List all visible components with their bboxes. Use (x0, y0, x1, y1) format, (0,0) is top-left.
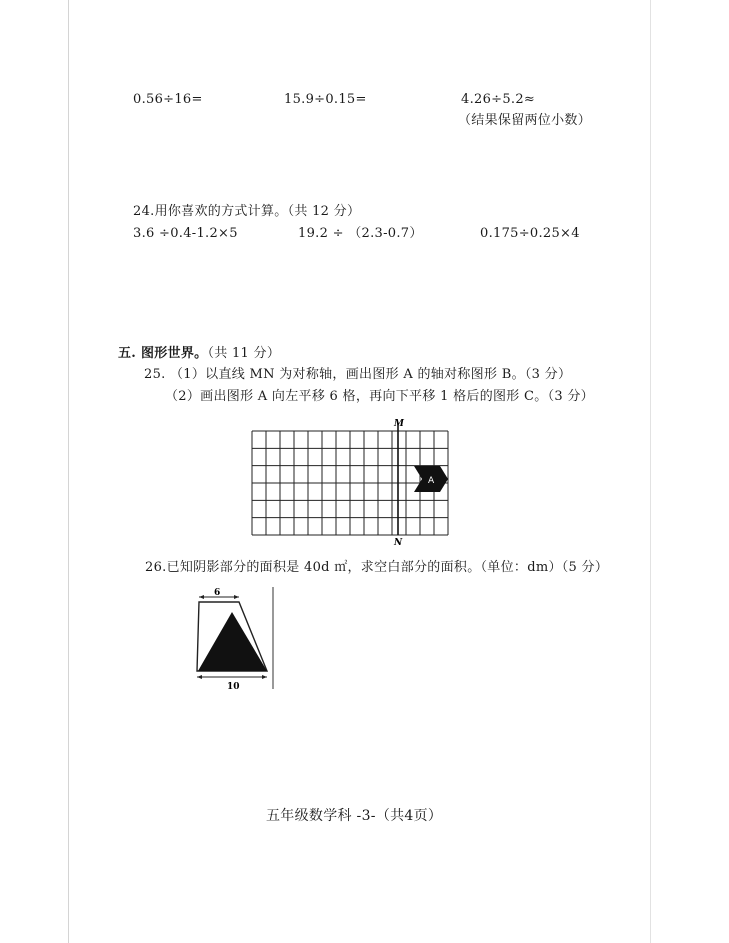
grid-svg (248, 415, 458, 550)
label-n: N (394, 538, 403, 548)
q25-part-2: （2）画出图形 A 向左平移 6 格，再向下平移 1 格后的图形 C。（3 分） (165, 389, 594, 404)
trapezoid-svg (192, 587, 282, 692)
shape-a-label: A (428, 476, 435, 486)
q24-expression-1: 3.6 ÷0.4-1.2×5 (133, 226, 238, 241)
symmetry-grid-figure (248, 415, 458, 550)
section-5-title: 五. 图形世界。 (118, 346, 208, 361)
q24-expression-2: 19.2 ÷ （2.3-0.7） (298, 226, 423, 241)
q26-question: 26.已知阴影部分的面积是 40d ㎡，求空白部分的面积。（单位：dm）（5 分） (145, 560, 609, 575)
shaded-triangle (198, 612, 267, 671)
trapezoid-figure (192, 587, 282, 692)
top-base-label: 6 (214, 588, 221, 598)
q23-expression-2: 15.9÷0.15= (284, 92, 367, 107)
label-m: M (394, 419, 404, 429)
section-5-heading (118, 346, 280, 362)
page-footer: 五年级数学科 -3-（共4页） (266, 808, 443, 824)
q23-expression-3: 4.26÷5.2≈ (461, 92, 536, 107)
bottom-arrow-left (197, 675, 202, 679)
q24-heading: 24.用你喜欢的方式计算。（共 12 分） (133, 204, 361, 219)
q23-expression-1: 0.56÷16= (133, 92, 203, 107)
bottom-base-label: 10 (227, 682, 240, 692)
top-arrow-left (199, 595, 204, 599)
q25-part-1: 25. （1）以直线 MN 为对称轴，画出图形 A 的轴对称图形 B。（3 分） (144, 367, 572, 382)
q24-expression-3: 0.175÷0.25×4 (480, 226, 580, 241)
section-5-points: （共 11 分） (207, 346, 281, 361)
bottom-arrow-right (262, 675, 267, 679)
top-arrow-right (234, 595, 239, 599)
paper-left-edge (68, 0, 69, 943)
paper-right-edge (650, 0, 651, 943)
q23-rounding-note: （结果保留两位小数） (458, 113, 592, 128)
